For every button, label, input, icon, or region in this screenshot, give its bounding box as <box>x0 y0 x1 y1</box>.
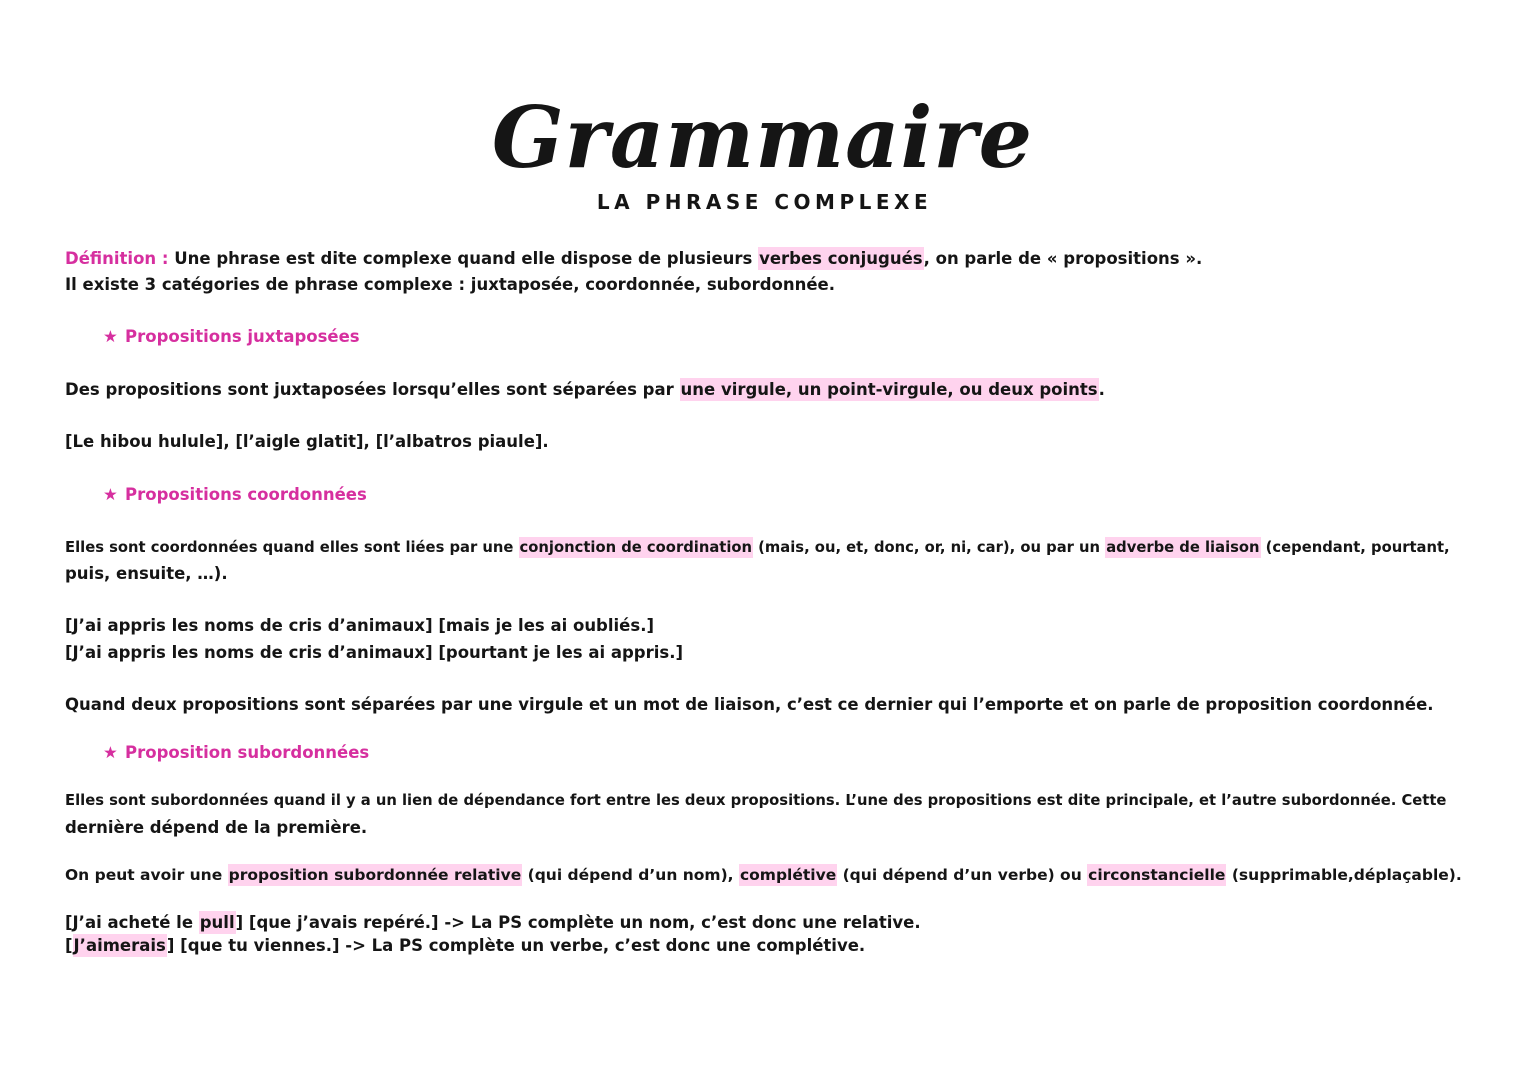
definition-label: Définition : <box>65 249 169 268</box>
heading-juxtaposees <box>103 326 360 348</box>
coordonnees-example-2: [J’ai appris les noms de cris d’animaux] [pourtant je les ai appris.] <box>65 643 684 662</box>
highlight-relative: proposition subordonnée relative <box>228 866 522 884</box>
juxtaposees-example: [Le hibou hulule], [l’aigle glatit], [l’albatros piaule]. <box>65 432 549 451</box>
example-2-text-a: [ <box>65 936 73 955</box>
subordonnees-example-1 <box>65 912 921 934</box>
example-2-text-b: ] [que tu viennes.] -> La PS complète un verbe, c’est donc une complétive. <box>166 936 866 955</box>
page-title: Grammaire <box>491 88 1034 187</box>
coordonnees-definition <box>65 537 1450 559</box>
highlight-conjonction: conjonction de coordination <box>519 539 753 556</box>
juxtaposees-text-2: . <box>1098 380 1105 399</box>
juxtaposees-definition <box>65 379 1105 401</box>
types-text-2: (qui dépend d’un nom), <box>522 866 739 884</box>
definition-categories: Il existe 3 catégories de phrase complexe : juxtaposée, coordonnée, subordonnée. <box>65 275 835 294</box>
highlight-jaimerais: J’aimerais <box>73 936 166 955</box>
highlight-ponctuation: une virgule, un point-virgule, ou deux points <box>680 380 1098 399</box>
subordonnees-types <box>65 864 1462 886</box>
coordonnees-example-1: [J’ai appris les noms de cris d’animaux] [mais je les ai oubliés.] <box>65 616 655 635</box>
star-icon: ★ <box>103 485 118 504</box>
juxtaposees-text-1: Des propositions sont juxtaposées lorsqu’elles sont séparées par <box>65 380 680 399</box>
types-text-1: On peut avoir une <box>65 866 228 884</box>
types-text-4: (supprimable,déplaçable). <box>1226 866 1462 884</box>
heading-coordonnees <box>103 484 367 506</box>
heading-subordonnees <box>103 742 369 764</box>
coordonnees-definition-cont: puis, ensuite, …). <box>65 564 228 583</box>
subordonnees-definition: Elles sont subordonnées quand il y a un lien de dépendance fort entre les deux propositions. L’une des propositions est dite principale, et l’autre subordonnée. Cette <box>65 792 1447 809</box>
page-subtitle: LA PHRASE COMPLEXE <box>596 190 933 214</box>
highlight-adverbe: adverbe de liaison <box>1106 539 1260 556</box>
subordonnees-example-2 <box>65 935 865 957</box>
highlight-circonstancielle: circonstancielle <box>1088 866 1226 884</box>
coordonnees-text-3: (cependant, pourtant, <box>1260 539 1450 556</box>
types-text-3: (qui dépend d’un verbe) ou <box>837 866 1088 884</box>
highlight-completive: complétive <box>739 866 837 884</box>
definition-text-2: , on parle de « propositions ». <box>923 249 1203 268</box>
heading-juxtaposees-label: Propositions juxtaposées <box>125 327 360 346</box>
star-icon: ★ <box>103 743 118 762</box>
highlight-pull: pull <box>199 913 235 932</box>
highlight-verbes-conjugues: verbes conjugués <box>759 249 923 268</box>
example-1-text-a: [J’ai acheté le <box>65 913 199 932</box>
example-1-text-b: ] [que j’avais repéré.] -> La PS complète un nom, c’est donc une relative. <box>235 913 921 932</box>
coordonnees-note: Quand deux propositions sont séparées par une virgule et un mot de liaison, c’est ce dernier qui l’emporte et on parle de proposition coordonnée. <box>65 695 1434 714</box>
coordonnees-text-2: (mais, ou, et, donc, or, ni, car), ou par un <box>753 539 1106 556</box>
coordonnees-text-1: Elles sont coordonnées quand elles sont liées par une <box>65 539 519 556</box>
subordonnees-definition-cont: dernière dépend de la première. <box>65 818 368 837</box>
star-icon: ★ <box>103 327 118 346</box>
definition-line <box>65 248 1202 270</box>
definition-text-1: Une phrase est dite complexe quand elle dispose de plusieurs <box>168 249 759 268</box>
heading-coordonnees-label: Propositions coordonnées <box>125 485 367 504</box>
heading-subordonnees-label: Proposition subordonnées <box>125 743 370 762</box>
